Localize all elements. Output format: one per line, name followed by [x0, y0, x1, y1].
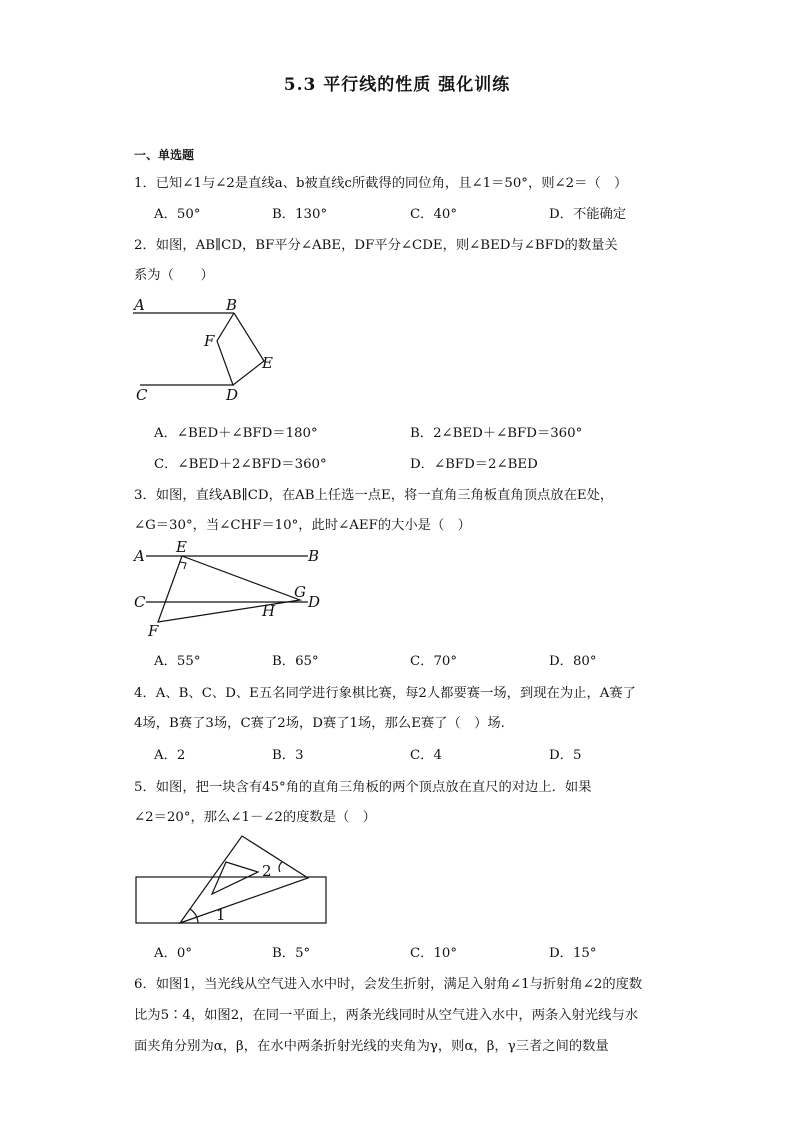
q3-label-g: G: [294, 583, 306, 601]
q3-option-a: A．55°: [154, 654, 201, 669]
question-6-text-line-1: 6．如图1，当光线从空气进入水中时，会发生折射，满足入射角∠1与折射角∠2的度数: [134, 977, 643, 992]
q3-label-f: F: [148, 622, 159, 640]
q4-option-c: C．4: [410, 748, 442, 763]
q2-label-f: F: [204, 332, 215, 350]
q3-label-a: A: [134, 547, 145, 565]
q5-label-2: 2: [262, 862, 272, 880]
q3-triangle-efg: [158, 556, 300, 622]
q2-label-d: D: [226, 386, 239, 404]
q5-option-c: C．10°: [410, 946, 458, 961]
q3-label-e: E: [176, 538, 187, 556]
q3-label-d: D: [308, 593, 321, 611]
q5-option-b: B．5°: [272, 946, 311, 961]
q1-option-d: D．不能确定: [549, 207, 627, 222]
q4-option-a: A．2: [154, 748, 186, 763]
q5-option-d: D．15°: [549, 946, 597, 961]
q5-triangle-outer: [180, 836, 308, 923]
q5-angle-1-arc: [190, 909, 198, 923]
q5-option-a: A．0°: [154, 946, 193, 961]
question-6-text-line-3: 面夹角分别为α，β，在水中两条折射光线的夹角为γ，则α，β，γ三者之间的数量: [134, 1039, 609, 1054]
q5-figure: [130, 832, 334, 932]
q2-path-bfd: [217, 313, 234, 385]
q3-option-c: C．70°: [410, 654, 458, 669]
q5-label-1: 1: [216, 906, 226, 924]
q2-option-b: B．2∠BED＋∠BFD＝360°: [410, 426, 583, 441]
q5-ruler: [136, 877, 326, 923]
question-3-text-line-2: ∠G＝30°，当∠CHF＝10°，此时∠AEF的大小是（ ）: [134, 518, 471, 533]
question-1-text: 1．已知∠1与∠2是直线a、b被直线c所截得的同位角，且∠1＝50°，则∠2＝（ ）: [134, 176, 628, 191]
q1-option-c: C．40°: [410, 207, 458, 222]
q4-option-b: B．3: [272, 748, 304, 763]
question-6-text-line-2: 比为5∶4，如图2，在同一平面上，两条光线同时从空气进入水中，两条入射光线与水: [134, 1008, 639, 1023]
q2-option-a: A．∠BED＋∠BFD＝180°: [154, 426, 318, 441]
q2-path-bed: [233, 313, 264, 385]
q2-label-a: A: [134, 296, 145, 314]
q2-figure: [128, 293, 288, 405]
question-4-text-line-2: 4场，B赛了3场，C赛了2场，D赛了1场，那么E赛了（ ）场.: [134, 716, 505, 731]
q5-angle-2-arc: [279, 862, 282, 872]
question-5-text-line-2: ∠2＝20°，那么∠1－∠2的度数是（ ）: [134, 810, 376, 825]
q2-label-e: E: [262, 354, 273, 372]
q1-option-b: B．130°: [272, 207, 328, 222]
q2-label-c: C: [136, 386, 148, 404]
q3-option-d: D．80°: [549, 654, 597, 669]
q1-option-a: A．50°: [154, 207, 201, 222]
q2-option-d: D．∠BFD＝2∠BED: [410, 457, 538, 472]
question-3-text-line-1: 3．如图，直线AB∥CD，在AB上任选一点E，将一直角三角板直角顶点放在E处，: [134, 488, 614, 503]
q3-label-h: H: [262, 602, 276, 620]
q3-figure: [128, 538, 328, 642]
q2-label-b: B: [226, 296, 238, 314]
q2-option-c: C．∠BED＋2∠BFD＝360°: [154, 457, 327, 472]
question-4-text-line-1: 4．A、B、C、D、E五名同学进行象棋比赛，每2人都要赛一场，到现在为止，A赛了: [134, 686, 636, 701]
page-title: 5.3 平行线的性质 强化训练: [283, 75, 511, 95]
q3-right-angle-mark: [180, 562, 186, 569]
question-2-text-line-2: 系为（ ）: [134, 268, 214, 283]
q5-triangle-inner: [212, 862, 258, 894]
q3-label-c: C: [134, 593, 146, 611]
q4-option-d: D．5: [549, 748, 582, 763]
q3-label-b: B: [308, 547, 320, 565]
question-2-text-line-1: 2．如图，AB∥CD，BF平分∠ABE，DF平分∠CDE，则∠BED与∠BFD的数量关: [134, 238, 618, 253]
q3-option-b: B．65°: [272, 654, 319, 669]
section-heading: 一、单选题: [134, 148, 195, 162]
question-5-text-line-1: 5．如图，把一块含有45°角的直角三角板的两个顶点放在直尺的对边上．如果: [134, 780, 592, 795]
